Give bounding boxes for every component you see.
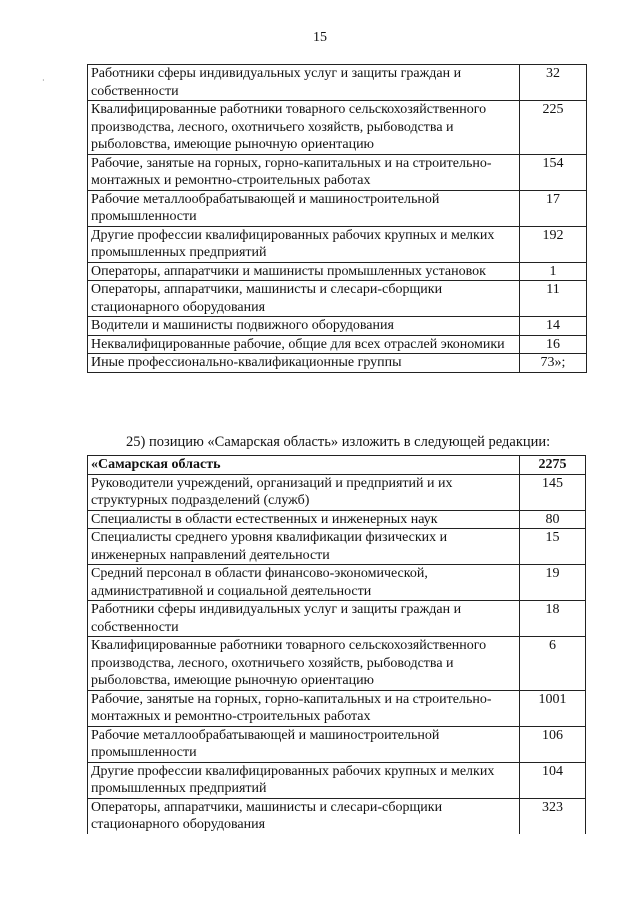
table-row (88, 474, 586, 510)
occupation-label: Руководители учреждений, организаций и предприятий и их структурных подразделений (служб) (88, 474, 520, 510)
table-row (88, 798, 586, 834)
table-row (88, 510, 586, 529)
occupation-count: 106 (520, 726, 586, 762)
occupations-table-samara-region (87, 455, 586, 834)
occupation-label: Другие профессии квалифицированных рабочих крупных и мелких промышленных предприятий (88, 762, 520, 798)
occupation-count: 104 (520, 762, 586, 798)
occupation-count: 19 (520, 565, 586, 601)
occupation-label: Операторы, аппаратчики, машинисты и слесари-сборщики стационарного оборудования (88, 798, 520, 834)
occupation-count: 73»; (520, 354, 587, 373)
occupation-count: 1 (520, 262, 587, 281)
occupation-label: Средний персонал в области финансово-экономической, административной и социальной деятельности (88, 565, 520, 601)
occupation-count: 323 (520, 798, 586, 834)
occupation-label: Работники сферы индивидуальных услуг и защиты граждан и собственности (88, 601, 520, 637)
table-row (88, 190, 587, 226)
occupation-label: Рабочие металлообрабатывающей и машиностроительной промышленности (88, 726, 520, 762)
occupation-label: Квалифицированные работники товарного сельскохозяйственного производства, лесного, охотничьего хозяйств, рыбоводства и рыболовства, имеющие рыночную ориентацию (88, 637, 520, 691)
occupation-label: Специалисты среднего уровня квалификации физических и инженерных направлений деятельности (88, 529, 520, 565)
table-row (88, 281, 587, 317)
occupation-label: Работники сферы индивидуальных услуг и защиты граждан и собственности (88, 65, 520, 101)
region-name: «Самарская область (88, 456, 520, 475)
table-header-row (88, 456, 586, 475)
occupation-label: Рабочие, занятые на горных, горно-капитальных и на строительно-монтажных и ремонтно-строительных работах (88, 154, 520, 190)
occupation-count: 154 (520, 154, 587, 190)
occupation-count: 18 (520, 601, 586, 637)
table-row (88, 762, 586, 798)
amendment-instruction: 25) позицию «Самарская область» изложить в следующей редакции: (126, 434, 551, 450)
table-row (88, 354, 587, 373)
occupation-count: 16 (520, 335, 587, 354)
table-row (88, 65, 587, 101)
table-row (88, 726, 586, 762)
occupation-label: Специалисты в области естественных и инженерных наук (88, 510, 520, 529)
occupation-label: Операторы, аппаратчики, машинисты и слесари-сборщики стационарного оборудования (88, 281, 520, 317)
occupation-label: Водители и машинисты подвижного оборудования (88, 317, 520, 336)
occupation-count: 145 (520, 474, 586, 510)
occupation-label: Квалифицированные работники товарного сельскохозяйственного производства, лесного, охотничьего хозяйств, рыбоводства и рыболовства, имеющие рыночную ориентацию (88, 101, 520, 155)
occupation-count: 14 (520, 317, 587, 336)
table-row (88, 529, 586, 565)
occupation-label: Рабочие металлообрабатывающей и машиностроительной промышленности (88, 190, 520, 226)
table-row (88, 226, 587, 262)
occupation-count: 225 (520, 101, 587, 155)
table-row (88, 101, 587, 155)
occupation-count: 11 (520, 281, 587, 317)
occupation-label: Рабочие, занятые на горных, горно-капитальных и на строительно-монтажных и ремонтно-строительных работах (88, 690, 520, 726)
occupation-label: Другие профессии квалифицированных рабочих крупных и мелких промышленных предприятий (88, 226, 520, 262)
occupation-count: 6 (520, 637, 586, 691)
occupation-count: 15 (520, 529, 586, 565)
table-row (88, 565, 586, 601)
occupation-label: Операторы, аппаратчики и машинисты промышленных установок (88, 262, 520, 281)
occupation-label: Неквалифицированные рабочие, общие для всех отраслей экономики (88, 335, 520, 354)
occupation-label: Иные профессионально-квалификационные группы (88, 354, 520, 373)
table-row (88, 637, 586, 691)
table-row (88, 317, 587, 336)
table-row (88, 601, 586, 637)
region-total: 2275 (520, 456, 586, 475)
occupation-count: 192 (520, 226, 587, 262)
occupation-count: 80 (520, 510, 586, 529)
occupation-count: 32 (520, 65, 587, 101)
table-row (88, 262, 587, 281)
occupations-table-previous-region (87, 64, 587, 373)
page-number: 15 (313, 30, 327, 45)
scan-speck: · (42, 76, 45, 85)
table-row (88, 690, 586, 726)
occupation-count: 17 (520, 190, 587, 226)
occupation-count: 1001 (520, 690, 586, 726)
table-row (88, 335, 587, 354)
table-row (88, 154, 587, 190)
